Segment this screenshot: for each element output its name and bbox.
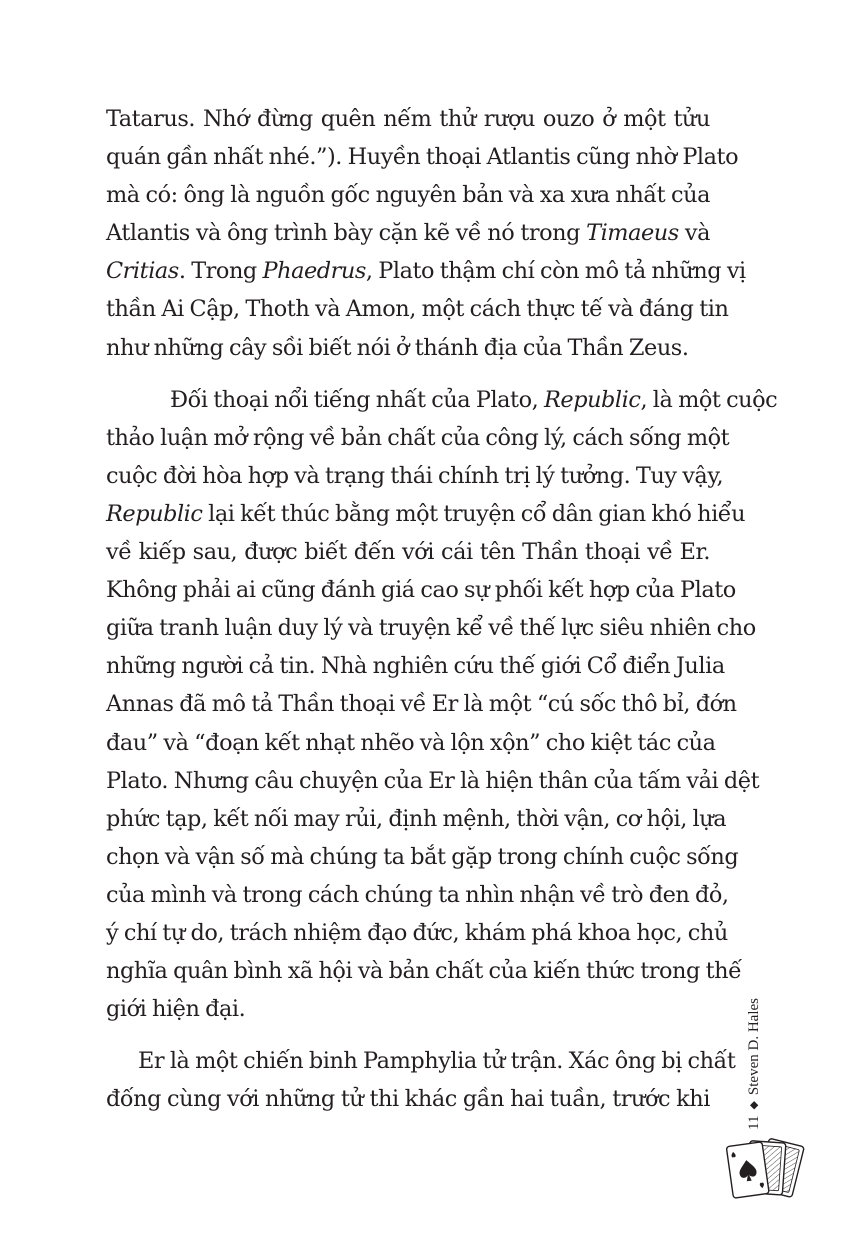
- paragraph-2: [106, 381, 778, 1029]
- paragraph-1: [106, 100, 746, 367]
- book-title-republic: Republic: [543, 386, 641, 413]
- text-line: mà có: ông là nguồn gốc nguyên bản và xa xưa nhất của: [106, 182, 710, 209]
- text-line: về kiếp sau, được biết đến với cái tên Thần thoại về Er.: [106, 539, 710, 566]
- book-title-phaedrus: Phaedrus: [262, 258, 366, 285]
- text-line: giới hiện đại.: [106, 996, 246, 1023]
- text-line: nghĩa quân bình xã hội và bản chất của kiến thức trong thế: [106, 958, 742, 985]
- text-line: Er là một chiến binh Pamphylia tử trận. Xác ông bị chất: [138, 1048, 736, 1075]
- text-line: Tatarus. Nhớ đừng quên nếm thử rượu ouzo ở một tửu: [106, 106, 710, 132]
- text-line: như những cây sồi biết nói ở thánh địa của Thần Zeus.: [106, 334, 689, 361]
- text-line: phức tạp, kết nối may rủi, định mệnh, thời vận, cơ hội, lựa: [106, 805, 727, 832]
- text-line: Không phải ai cũng đánh giá cao sự phối kết hợp của Plato: [106, 577, 736, 604]
- text-line: Đối thoại nổi tiếng nhất của Plato, Republic, là một cuộc: [170, 386, 778, 413]
- text-line: Annas đã mô tả Thần thoại về Er là một “cú sốc thô bỉ, đớn: [106, 691, 737, 718]
- text-line: đống cùng với những tử thi khác gần hai tuần, trước khi: [106, 1086, 710, 1113]
- text-line: thảo luận mở rộng về bản chất của công lý, cách sống một: [106, 424, 730, 451]
- text-line: Critias. Trong Phaedrus, Plato thậm chí còn mô tả những vị: [106, 258, 746, 285]
- text-line: những người cả tin. Nhà nghiên cứu thế giới Cổ điển Julia: [106, 653, 725, 680]
- text-line: cuộc đời hòa hợp và trạng thái chính trị lý tưởng. Tuy vậy,: [106, 462, 724, 489]
- text-line: của mình và trong cách chúng ta nhìn nhận về trò đen đỏ,: [106, 881, 729, 908]
- text-line: chọn và vận số mà chúng ta bắt gặp trong chính cuộc sống: [106, 843, 739, 870]
- running-footer: [742, 870, 766, 1130]
- book-title-timaeus: Timaeus: [586, 220, 679, 247]
- text-line: ý chí tự do, trách nhiệm đạo đức, khám phá khoa học, chủ: [106, 919, 728, 946]
- text-line: Republic lại kết thúc bằng một truyện cổ dân gian khó hiểu: [106, 500, 746, 527]
- separator-diamond: ◆: [748, 1101, 760, 1110]
- text-line: Atlantis và ông trình bày cặn kẽ về nó trong Timaeus và: [106, 220, 710, 247]
- text-line: giữa tranh luận duy lý và truyện kể về thế lực siêu nhiên cho: [106, 615, 756, 642]
- text-line: quán gần nhất nhé.”). Huyền thoại Atlantis cũng nhờ Plato: [106, 144, 739, 171]
- text-line: Plato. Nhưng câu chuyện của Er là hiện thân của tấm vải dệt: [106, 767, 760, 794]
- author-name: Steven D. Hales: [746, 998, 762, 1096]
- text-line: thần Ai Cập, Thoth và Amon, một cách thực tế và đáng tin: [106, 296, 729, 323]
- paragraph-3: [106, 1042, 736, 1118]
- playing-cards-icon: [726, 1136, 806, 1202]
- text-line: đau” và “đoạn kết nhạt nhẽo và lộn xộn” cho kiệt tác của: [106, 729, 716, 756]
- page-number: 11: [746, 1115, 762, 1130]
- book-title-republic: Republic: [106, 500, 203, 527]
- book-title-critias: Critias: [106, 258, 179, 285]
